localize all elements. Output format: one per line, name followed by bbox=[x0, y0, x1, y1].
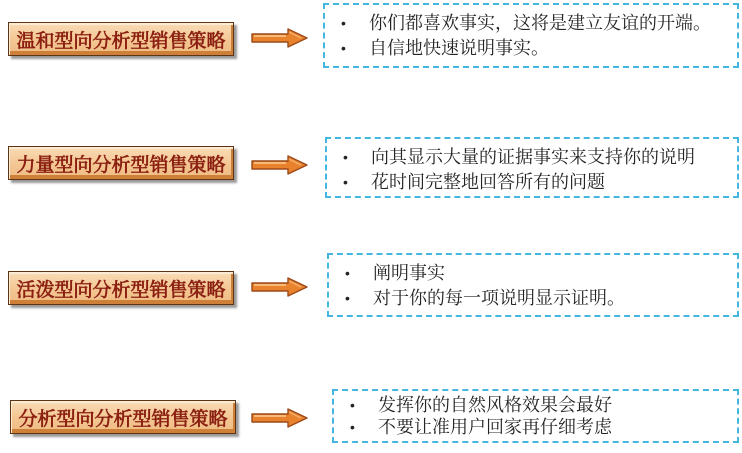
bullet-item bbox=[333, 11, 729, 36]
bullet-text: 发挥你的自然风格效果会最好 bbox=[378, 395, 612, 415]
bullet-text: 向其显示大量的证据事实来支持你的说明 bbox=[371, 147, 695, 167]
bullet-text: 对于你的每一项说明显示证明。 bbox=[373, 288, 625, 308]
bullet-dot: • bbox=[341, 15, 346, 31]
bullet-text: 不要让准用户回家再仔细考虑 bbox=[378, 417, 612, 437]
bullet-item bbox=[337, 286, 729, 311]
bullet-text: 你们都喜欢事实，这将是建立友谊的开端。 bbox=[369, 13, 711, 33]
bullet-text: 阐明事实 bbox=[373, 263, 445, 283]
bullet-text: 花时间完整地回答所有的问题 bbox=[371, 172, 605, 192]
right-arrow-icon bbox=[251, 28, 308, 48]
strategy-label: 活泼型向分析型销售策略 bbox=[16, 279, 226, 301]
right-arrow-icon bbox=[251, 155, 308, 175]
bullet-dot: • bbox=[350, 397, 355, 413]
strategy-label: 分析型向分析型销售策略 bbox=[18, 408, 228, 430]
bullet-box-2 bbox=[325, 137, 739, 198]
bullet-box-1 bbox=[323, 3, 739, 68]
bullet-item bbox=[342, 394, 729, 416]
bullet-dot: • bbox=[343, 174, 348, 190]
bullet-box-3 bbox=[327, 253, 739, 317]
right-arrow-icon bbox=[251, 408, 308, 428]
bullet-item bbox=[333, 36, 729, 61]
bullet-dot: • bbox=[350, 419, 355, 435]
bullet-item bbox=[335, 170, 729, 195]
strategy-label-box-2 bbox=[8, 146, 234, 180]
bullet-item bbox=[342, 416, 729, 438]
strategy-label: 温和型向分析型销售策略 bbox=[16, 30, 226, 52]
bullet-item bbox=[337, 261, 729, 286]
strategy-label-box-3 bbox=[8, 271, 234, 305]
bullet-item bbox=[335, 145, 729, 170]
strategy-label: 力量型向分析型销售策略 bbox=[16, 154, 226, 176]
right-arrow-icon bbox=[251, 277, 308, 297]
bullet-dot: • bbox=[345, 290, 350, 306]
strategy-label-box-4 bbox=[10, 400, 236, 434]
bullet-dot: • bbox=[343, 149, 348, 165]
bullet-dot: • bbox=[345, 265, 350, 281]
strategy-label-box-1 bbox=[8, 22, 234, 56]
bullet-dot: • bbox=[341, 40, 346, 56]
bullet-box-4 bbox=[332, 389, 739, 443]
bullet-text: 自信地快速说明事实。 bbox=[369, 38, 549, 58]
